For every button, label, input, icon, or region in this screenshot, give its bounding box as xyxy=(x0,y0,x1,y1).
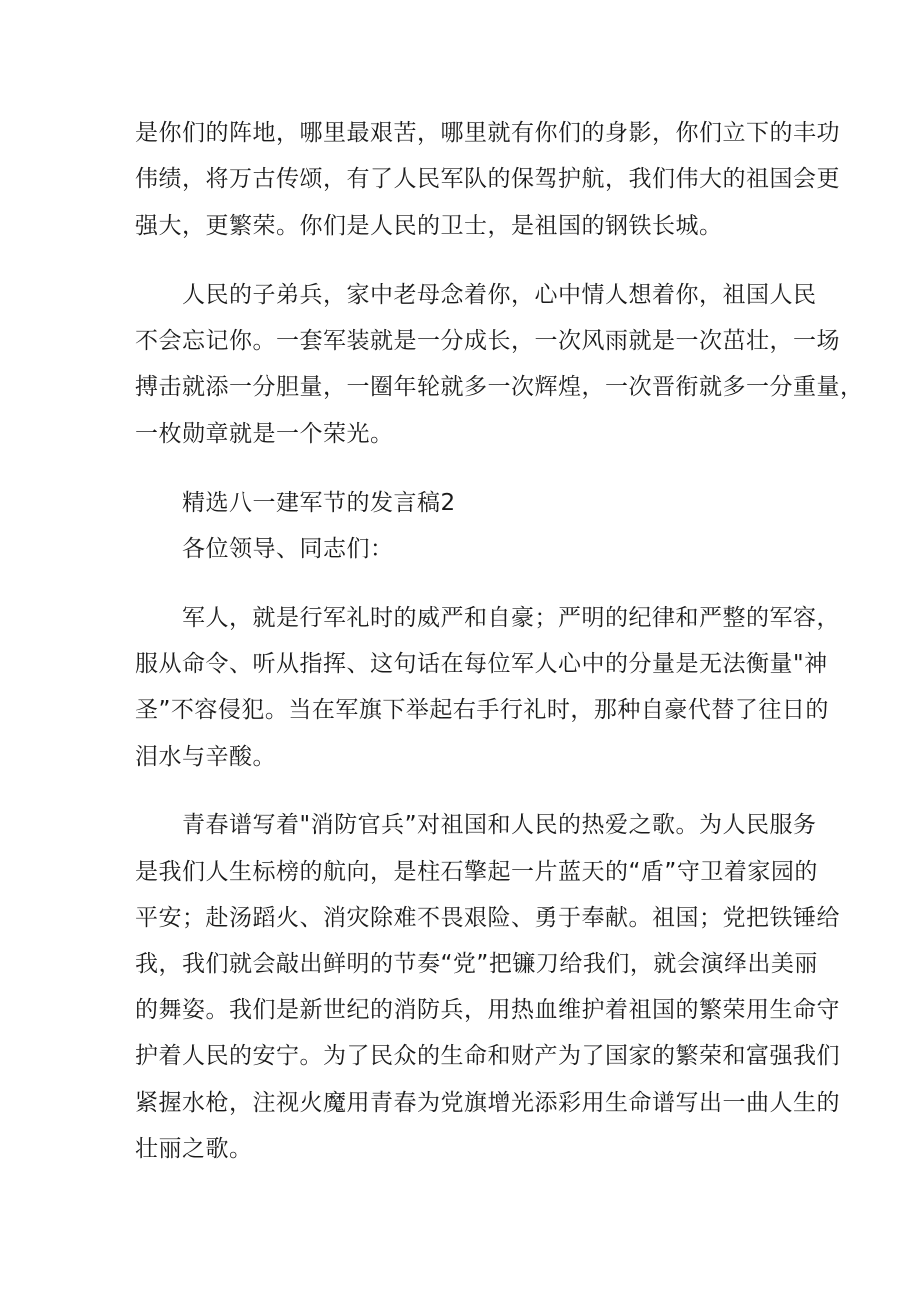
paragraph-1-line-3: 强大，更繁荣。你们是人民的卫士，是祖国的钢铁长城。 xyxy=(135,213,723,239)
paragraph-4-line-8: 壮丽之歌。 xyxy=(135,1136,253,1162)
salutation: 各位领导、同志们： xyxy=(182,536,394,562)
paragraph-2-line-3: 搏击就添一分胆量，一圈年轮就多一次辉煌，一次晋衔就多一分重量， xyxy=(135,374,864,400)
paragraph-1-line-2: 伟绩，将万古传颂，有了人民军队的保驾护航，我们伟大的祖国会更 xyxy=(135,166,840,192)
paragraph-2-line-1: 人民的子弟兵，家中老母念着你，心中情人想着你，祖国人民 xyxy=(182,282,817,308)
paragraph-4-line-7: 紧握水枪，注视火魔用青春为党旗增光添彩用生命谱写出一曲人生的 xyxy=(135,1090,840,1116)
paragraph-1-line-1: 是你们的阵地，哪里最艰苦，哪里就有你们的身影，你们立下的丰功 xyxy=(135,120,840,146)
paragraph-4-line-6: 护着人民的安宁。为了民众的生命和财产为了国家的繁荣和富强我们 xyxy=(135,1043,840,1069)
paragraph-2-line-2: 不会忘记你。一套军装就是一分成长，一次风雨就是一次茁壮，一场 xyxy=(135,328,840,354)
paragraph-3-line-1: 军人，就是行军礼时的威严和自豪；严明的纪律和严整的军容， xyxy=(182,605,840,631)
paragraph-4-line-5: 的舞姿。我们是新世纪的消防兵，用热血维护着祖国的繁荣用生命守 xyxy=(135,997,840,1023)
paragraph-3-line-2: 服从命令、听从指挥、这句话在每位军人心中的分量是无法衡量"神 xyxy=(135,651,828,677)
paragraph-3-line-4: 泪水与辛酸。 xyxy=(135,744,276,770)
paragraph-4-line-1: 青春谱写着"消防官兵”对祖国和人民的热爱之歌。为人民服务 xyxy=(182,812,817,838)
paragraph-4-line-2: 是我们人生标榜的航向，是柱石擎起一片蓝天的“盾”守卫着家园的 xyxy=(135,859,818,885)
paragraph-4-line-3: 平安；赴汤蹈火、消灾除难不畏艰险、勇于奉献。祖国；党把铁锤给 xyxy=(135,905,840,931)
paragraph-4-line-4: 我，我们就会敲出鲜明的节奏“党”把镰刀给我们，就会演绎出美丽 xyxy=(135,951,818,977)
section-heading: 精选八一建军节的发言稿2 xyxy=(182,490,456,516)
paragraph-2-line-4: 一枚勋章就是一个荣光。 xyxy=(135,421,394,447)
paragraph-3-line-3: 圣”不容侵犯。当在军旗下举起右手行礼时，那种自豪代替了往日的 xyxy=(135,697,829,723)
